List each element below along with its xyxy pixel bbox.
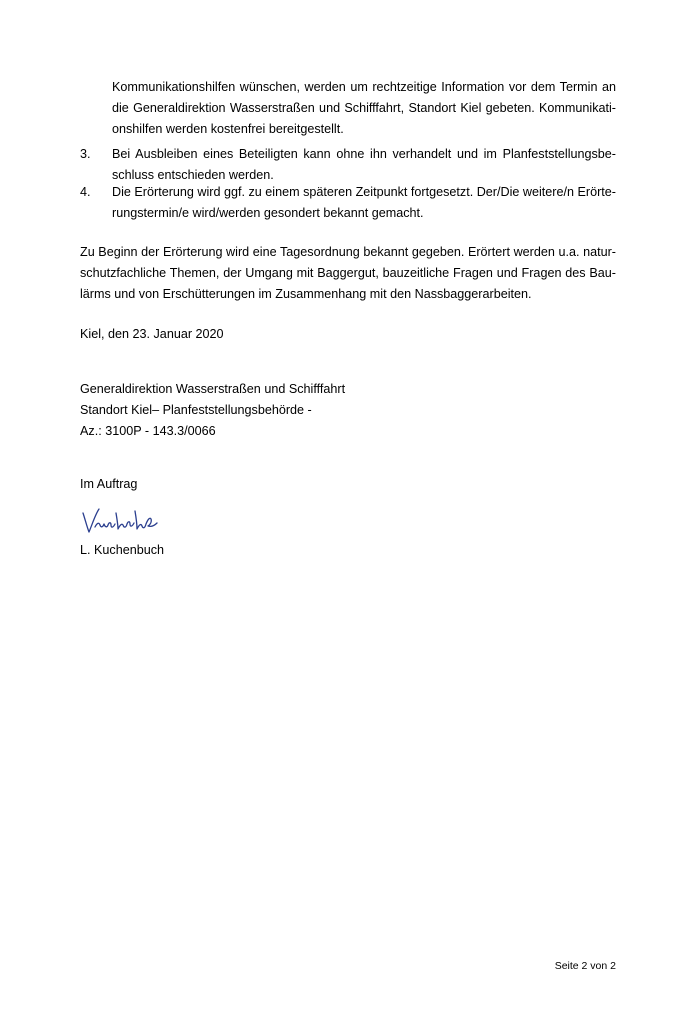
signer-name: L. Kuchenbuch bbox=[80, 543, 165, 557]
list-item-number: 3. bbox=[80, 147, 91, 161]
file-reference: Az.: 3100P - 143.3/0066 bbox=[80, 424, 216, 438]
list-item-continuation bbox=[112, 77, 616, 140]
text-line: lärms und von Erschütterungen im Zusammenhang mit den Nassbaggerarbeiten. bbox=[80, 287, 532, 301]
text-line: rungstermin/e wird/werden gesondert bekannt gemacht. bbox=[112, 206, 424, 220]
date-text: Kiel, den 23. Januar 2020 bbox=[80, 327, 224, 341]
agenda-paragraph bbox=[80, 242, 616, 305]
text-line: Bei Ausbleiben eines Beteiligten kann ohne ihn verhandelt und im Planfeststellungsbe- bbox=[112, 147, 616, 161]
text-line: schutzfachliche Themen, der Umgang mit Baggergut, bauzeitliche Fragen und Fragen des Bau- bbox=[80, 266, 616, 280]
text-line: Die Erörterung wird ggf. zu einem späteren Zeitpunkt fortgesetzt. Der/Die weitere/n Erörte- bbox=[112, 185, 616, 199]
text-line: Kommunikationshilfen wünschen, werden um rechtzeitige Information vor dem Termin an bbox=[112, 80, 616, 94]
date-line bbox=[80, 324, 616, 345]
authority-department: Standort Kiel– Planfeststellungsbehörde - bbox=[80, 403, 312, 417]
text-line: die Generaldirektion Wasserstraßen und Schifffahrt, Standort Kiel gebeten. Kommunikati- bbox=[112, 101, 616, 115]
list-item-text bbox=[112, 144, 616, 186]
handwritten-signature bbox=[80, 505, 160, 535]
page-number-footer: Seite 2 von 2 bbox=[554, 960, 616, 972]
authority-name: Generaldirektion Wasserstraßen und Schifffahrt bbox=[80, 382, 346, 396]
signature-graphic bbox=[80, 505, 160, 535]
authority-block bbox=[80, 379, 616, 442]
text-line: Zu Beginn der Erörterung wird eine Tagesordnung bekannt gegeben. Erörtert werden u.a. natur- bbox=[80, 245, 616, 259]
list-item-text bbox=[112, 182, 616, 224]
im-auftrag-text: Im Auftrag bbox=[80, 477, 138, 491]
list-item-number: 4. bbox=[80, 185, 91, 199]
text-line: onshilfen werden kostenfrei bereitgestellt. bbox=[112, 122, 344, 136]
im-auftrag bbox=[80, 474, 616, 495]
signer-block bbox=[80, 540, 616, 561]
text-line: schluss entschieden werden. bbox=[112, 168, 274, 182]
